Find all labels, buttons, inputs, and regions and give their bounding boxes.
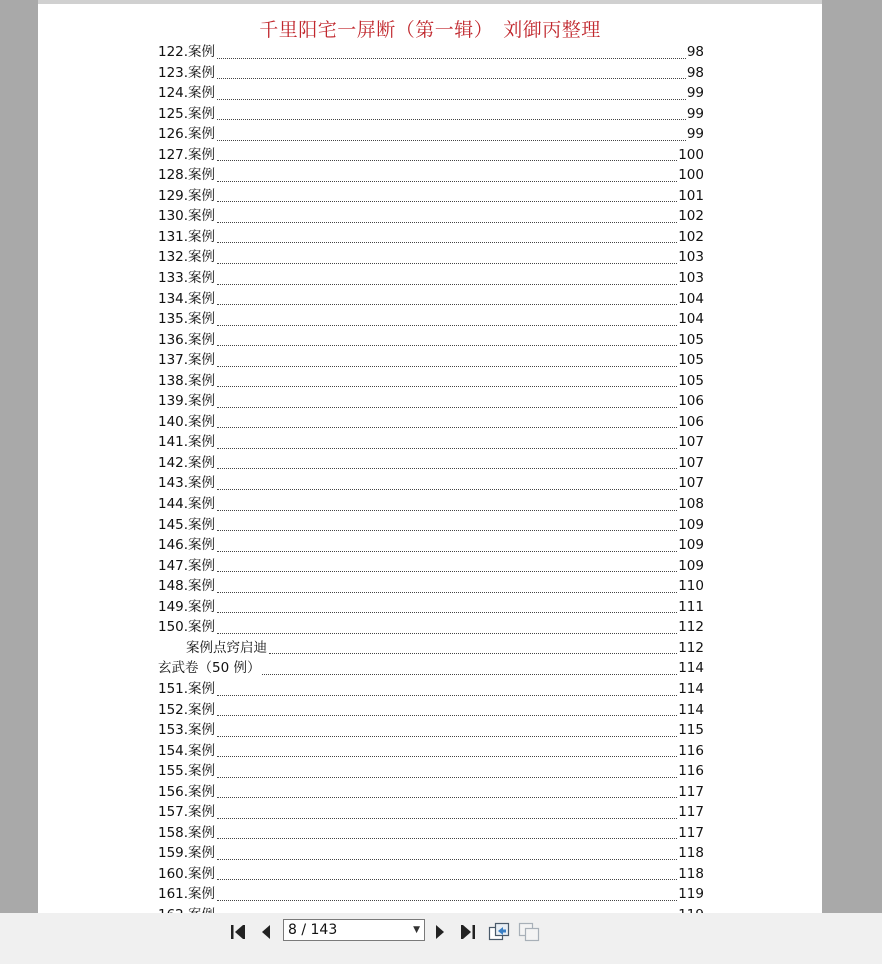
dot-leader [217, 612, 677, 613]
viewer-background-left [0, 0, 38, 913]
page-header: 千里阳宅一屏断（第一辑） 刘御丙整理 [259, 19, 601, 41]
toc-entry[interactable] [158, 165, 704, 186]
toc-entry[interactable] [158, 247, 704, 268]
toc-entry-page: 106 [678, 413, 704, 430]
toc-entry[interactable] [158, 309, 704, 330]
toc-entry[interactable] [158, 145, 704, 166]
toc-entry[interactable] [158, 289, 704, 310]
toc-entry[interactable] [158, 124, 704, 145]
toc-entry-page: 109 [678, 537, 704, 554]
toc-entry-page: 102 [678, 228, 704, 245]
next-page-button[interactable] [430, 922, 450, 942]
toc-entry[interactable] [158, 700, 704, 721]
toc-entry-page: 106 [678, 393, 704, 410]
toc-entry[interactable] [158, 412, 704, 433]
last-page-button[interactable] [458, 922, 478, 942]
toc-entry-label: 132.案例 [158, 249, 216, 266]
dot-leader [217, 859, 677, 860]
toc-entry-page: 109 [678, 516, 704, 533]
toc-entry-label: 154.案例 [158, 742, 216, 759]
toc-entry-page: 104 [678, 290, 704, 307]
toc-entry[interactable] [158, 432, 704, 453]
chevron-down-icon: ▼ [413, 925, 420, 935]
toc-entry-page: 111 [678, 598, 704, 615]
prev-page-icon [259, 923, 273, 941]
toc-entry[interactable] [158, 617, 704, 638]
toc-entry-page: 107 [678, 434, 704, 451]
toc-entry-label: 141.案例 [158, 434, 216, 451]
toc-entry-label: 143.案例 [158, 475, 216, 492]
toc-entry-page: 117 [678, 783, 704, 800]
toc-entry-page: 98 [686, 64, 704, 81]
toc-entry-label: 153.案例 [158, 722, 216, 739]
toc-entry-label: 139.案例 [158, 393, 216, 410]
toc-entry[interactable] [158, 556, 704, 577]
toc-entry[interactable] [158, 453, 704, 474]
toc-entry[interactable] [158, 658, 704, 679]
toc-entry[interactable] [158, 884, 704, 905]
toc-entry-label: 130.案例 [158, 208, 216, 225]
page-indicator: 8 / 143 [288, 922, 338, 938]
fit-width-button[interactable] [519, 922, 539, 942]
dot-leader [217, 160, 677, 161]
toc-entry-page: 118 [678, 845, 704, 862]
toc-entry-label: 134.案例 [158, 290, 216, 307]
toc-entry-label: 135.案例 [158, 311, 216, 328]
toc-entry[interactable] [158, 720, 704, 741]
toc-entry-label: 125.案例 [158, 105, 216, 122]
toc-entry-label: 138.案例 [158, 372, 216, 389]
dot-leader [217, 838, 677, 839]
dot-leader [217, 633, 677, 634]
table-of-contents [158, 42, 704, 926]
toc-entry-page: 108 [678, 496, 704, 513]
next-page-icon [433, 923, 447, 941]
dot-leader [217, 818, 677, 819]
toc-entry[interactable] [158, 42, 704, 63]
toc-entry-page: 99 [686, 85, 704, 102]
toc-entry-page: 105 [678, 372, 704, 389]
toc-entry-label: 151.案例 [158, 680, 216, 697]
fit-page-icon [488, 922, 510, 942]
toc-entry[interactable] [158, 535, 704, 556]
toc-entry[interactable] [158, 679, 704, 700]
viewer-background-right [822, 0, 882, 913]
toc-entry-page: 117 [678, 804, 704, 821]
toc-entry-label: 148.案例 [158, 578, 216, 595]
toc-entry[interactable] [158, 371, 704, 392]
toc-entry-label: 146.案例 [158, 537, 216, 554]
dot-leader [217, 695, 677, 696]
toc-entry[interactable] [158, 761, 704, 782]
dot-leader [217, 756, 677, 757]
dot-leader [217, 879, 677, 880]
dot-leader [217, 284, 677, 285]
dot-leader [217, 78, 686, 79]
toc-entry-label: 158.案例 [158, 824, 216, 841]
dot-leader [217, 140, 686, 141]
dot-leader [217, 222, 677, 223]
prev-page-button[interactable] [256, 922, 276, 942]
toc-entry-page: 100 [678, 167, 704, 184]
toc-entry-page: 100 [678, 146, 704, 163]
toc-entry[interactable] [158, 515, 704, 536]
toc-entry-label: 133.案例 [158, 270, 216, 287]
dot-leader [217, 181, 677, 182]
toc-entry-label: 150.案例 [158, 619, 216, 636]
viewer-toolbar [0, 913, 882, 964]
dot-leader [217, 900, 677, 901]
dot-leader [217, 242, 677, 243]
toc-entry-page: 101 [678, 187, 704, 204]
dot-leader [217, 489, 677, 490]
toc-entry-page: 107 [678, 454, 704, 471]
dot-leader [217, 510, 677, 511]
dot-leader [217, 366, 677, 367]
dot-leader [269, 653, 677, 654]
toc-entry[interactable] [158, 186, 704, 207]
toc-entry-label: 145.案例 [158, 516, 216, 533]
toc-entry-label: 案例点窍启迪 [186, 639, 267, 656]
toc-entry[interactable] [158, 350, 704, 371]
dot-leader [217, 345, 677, 346]
toc-entry[interactable] [158, 597, 704, 618]
dot-leader [217, 571, 677, 572]
toc-entry[interactable] [158, 83, 704, 104]
toc-entry[interactable] [158, 391, 704, 412]
toc-entry-label: 122.案例 [158, 44, 216, 60]
dot-leader [217, 99, 686, 100]
toc-entry[interactable] [158, 823, 704, 844]
toc-entry-label: 155.案例 [158, 763, 216, 780]
toc-entry-page: 112 [678, 619, 704, 636]
toc-entry-page: 98 [686, 44, 704, 60]
toc-entry-page: 105 [678, 352, 704, 369]
toc-entry-label: 147.案例 [158, 557, 216, 574]
toc-entry-label: 137.案例 [158, 352, 216, 369]
toc-entry-label: 149.案例 [158, 598, 216, 615]
toc-entry[interactable] [158, 843, 704, 864]
toc-entry-label: 129.案例 [158, 187, 216, 204]
toc-entry[interactable] [158, 802, 704, 823]
toc-entry-page: 115 [678, 722, 704, 739]
dot-leader [217, 427, 677, 428]
dot-leader [217, 304, 677, 305]
dot-leader [262, 674, 677, 675]
toc-entry[interactable] [158, 741, 704, 762]
toc-entry-label: 140.案例 [158, 413, 216, 430]
toc-entry[interactable] [158, 473, 704, 494]
dot-leader [217, 736, 677, 737]
toc-entry-page: 116 [678, 742, 704, 759]
toc-entry-label: 144.案例 [158, 496, 216, 513]
toc-entry-label: 玄武卷（50 例） [158, 660, 261, 677]
toc-entry-label: 161.案例 [158, 886, 216, 903]
toc-entry-label: 156.案例 [158, 783, 216, 800]
toc-entry-page: 105 [678, 331, 704, 348]
dot-leader [217, 448, 677, 449]
dot-leader [217, 407, 677, 408]
toc-entry[interactable] [158, 206, 704, 227]
toc-entry-page: 114 [678, 680, 704, 697]
toc-entry[interactable] [158, 638, 704, 659]
toc-entry-page: 119 [678, 886, 704, 903]
last-page-icon [459, 923, 477, 941]
fit-page-button[interactable] [489, 922, 509, 942]
toc-entry-page: 114 [678, 701, 704, 718]
toc-entry-page: 118 [678, 865, 704, 882]
toc-entry[interactable] [158, 330, 704, 351]
page-number-select[interactable] [283, 919, 425, 941]
toc-entry-label: 157.案例 [158, 804, 216, 821]
toc-entry-page: 110 [678, 578, 704, 595]
dot-leader [217, 715, 677, 716]
toc-entry[interactable] [158, 63, 704, 84]
toc-entry-label: 128.案例 [158, 167, 216, 184]
toc-entry-page: 114 [678, 660, 704, 677]
dot-leader [217, 325, 677, 326]
dot-leader [217, 777, 677, 778]
dot-leader [217, 797, 677, 798]
toc-entry-page: 99 [686, 105, 704, 122]
fit-width-icon [518, 922, 540, 942]
toc-entry[interactable] [158, 227, 704, 248]
toc-entry[interactable] [158, 782, 704, 803]
toc-entry-label: 159.案例 [158, 845, 216, 862]
dot-leader [217, 263, 677, 264]
dot-leader [217, 58, 686, 59]
toc-entry-page: 109 [678, 557, 704, 574]
toc-entry[interactable] [158, 494, 704, 515]
first-page-button[interactable] [228, 922, 248, 942]
dot-leader [217, 551, 677, 552]
toc-entry-label: 136.案例 [158, 331, 216, 348]
toc-entry-label: 127.案例 [158, 146, 216, 163]
first-page-icon [229, 923, 247, 941]
toc-entry-label: 126.案例 [158, 126, 216, 143]
toc-entry[interactable] [158, 104, 704, 125]
toc-entry-page: 103 [678, 249, 704, 266]
toc-entry-page: 104 [678, 311, 704, 328]
toc-entry-page: 99 [686, 126, 704, 143]
dot-leader [217, 201, 677, 202]
toc-entry-page: 107 [678, 475, 704, 492]
toc-entry-label: 142.案例 [158, 454, 216, 471]
dot-leader [217, 386, 677, 387]
toc-entry-page: 112 [678, 639, 704, 656]
toc-entry-page: 117 [678, 824, 704, 841]
toc-entry-label: 152.案例 [158, 701, 216, 718]
dot-leader [217, 119, 686, 120]
toc-entry-label: 160.案例 [158, 865, 216, 882]
toc-entry-page: 103 [678, 270, 704, 287]
toc-entry-label: 124.案例 [158, 85, 216, 102]
toc-entry[interactable] [158, 268, 704, 289]
toc-entry[interactable] [158, 864, 704, 885]
dot-leader [217, 592, 677, 593]
toc-entry[interactable] [158, 576, 704, 597]
dot-leader [217, 468, 677, 469]
toc-entry-label: 131.案例 [158, 228, 216, 245]
dot-leader [217, 530, 677, 531]
toc-entry-page: 102 [678, 208, 704, 225]
toc-entry-page: 116 [678, 763, 704, 780]
toc-entry-label: 123.案例 [158, 64, 216, 81]
document-page [38, 4, 822, 913]
